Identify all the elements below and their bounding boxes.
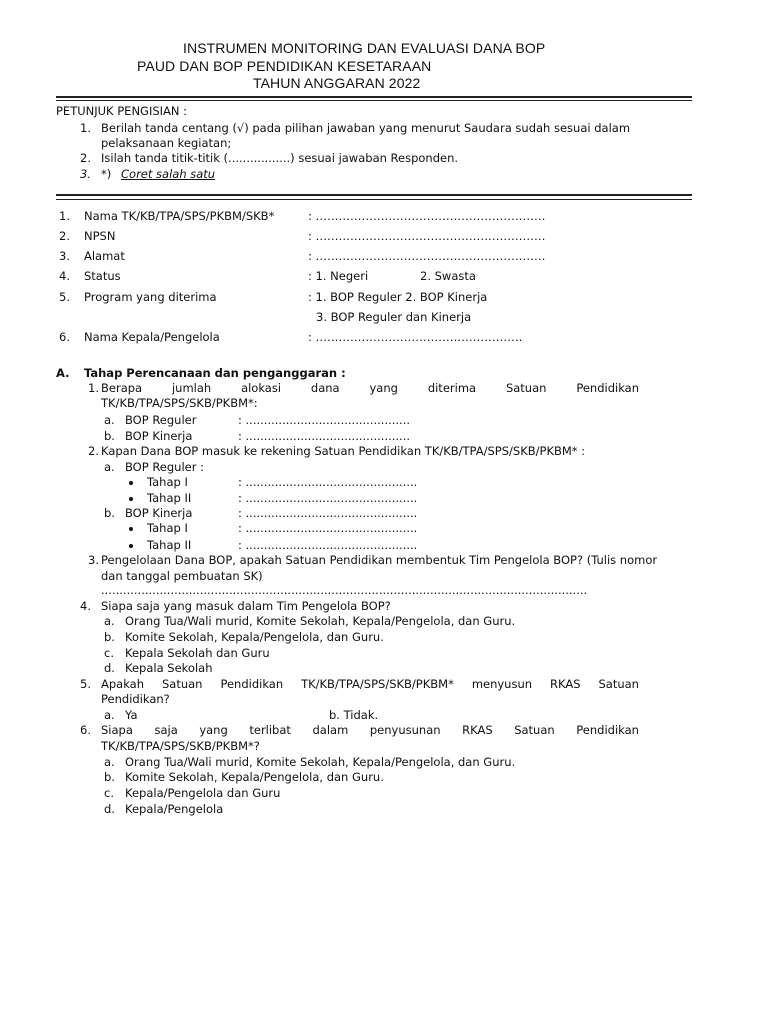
field-4-option-2[interactable]: 2. Swasta: [420, 269, 476, 283]
field-5-label: Program yang diterima: [84, 290, 217, 304]
q2-option-a-letter: a.: [104, 460, 115, 474]
q4-text: Siapa saja yang masuk dalam Tim Pengelola BOP?: [101, 599, 391, 613]
instructions-rule-thin: [56, 199, 692, 200]
q6-word: Siapa: [101, 723, 133, 737]
q6-word: Satuan: [514, 723, 555, 737]
bullet-icon: [129, 497, 133, 501]
q4-option-b[interactable]: Komite Sekolah, Kepala/Pengelola, dan Guru.: [125, 630, 384, 644]
q6-word: Pendidikan: [576, 723, 639, 737]
q6-option-d[interactable]: Kepala/Pengelola: [125, 802, 224, 816]
q3-number: 3.: [88, 553, 99, 567]
q1-option-a-value[interactable]: : .............................................: [238, 413, 411, 427]
q2-option-a-label: BOP Reguler :: [125, 460, 204, 474]
q4-number: 4.: [80, 599, 91, 613]
q5-text: [101, 677, 639, 691]
q2-text: Kapan Dana BOP masuk ke rekening Satuan Pendidikan TK/KB/TPA/SPS/SKB/PKBM* :: [101, 444, 586, 458]
instructions-title: PETUNJUK PENGISIAN :: [56, 104, 188, 118]
q2-b-tahap-1-value[interactable]: : ...............................................: [238, 521, 418, 535]
q6-option-d-letter: d.: [104, 802, 115, 816]
q1-word: Satuan: [505, 381, 547, 395]
field-6-value[interactable]: : ………………………………………………: [308, 330, 523, 344]
instructions-rule-thick: [56, 194, 692, 196]
q1-word: jumlah: [171, 381, 212, 395]
q5-word: Satuan: [598, 677, 639, 691]
bullet-icon: [129, 544, 133, 548]
field-3-value[interactable]: : ……………………………………………………: [308, 249, 546, 263]
q3-text-cont: dan tanggal pembuatan SK): [101, 569, 263, 583]
instruction-2-number: 2.: [80, 151, 91, 165]
q5-word: Pendidikan: [220, 677, 284, 691]
instruction-1-number: 1.: [80, 121, 91, 135]
q6-option-a-letter: a.: [104, 755, 115, 769]
q5-word: RKAS: [550, 677, 581, 691]
q1-option-a-label: BOP Reguler: [125, 413, 197, 427]
q6-word: RKAS: [462, 723, 493, 737]
q1-word: dana: [310, 381, 340, 395]
field-4-option-1[interactable]: : 1. Negeri: [308, 269, 369, 283]
q1-word: Pendidikan: [576, 381, 639, 395]
q6-option-c[interactable]: Kepala/Pengelola dan Guru: [125, 786, 281, 800]
q2-b-tahap-1-label: Tahap I: [147, 521, 188, 535]
q2-a-tahap-2-value[interactable]: : ...............................................: [238, 491, 418, 505]
field-2-label: NPSN: [84, 229, 116, 243]
q5-word: menyusun: [471, 677, 533, 691]
q6-text: [101, 723, 639, 737]
instruction-2-text: Isilah tanda titik-titik (.................) sesuai jawaban Responden.: [101, 151, 459, 165]
q5-word: Satuan: [161, 677, 203, 691]
field-1-number: 1.: [59, 209, 70, 223]
q1-option-a-letter: a.: [104, 413, 115, 427]
q6-number: 6.: [80, 723, 91, 737]
header-rule-thin: [56, 100, 692, 101]
q6-option-c-letter: c.: [104, 786, 114, 800]
q6-word: penyusunan: [369, 723, 441, 737]
q1-word: yang: [369, 381, 398, 395]
q1-word: diterima: [427, 381, 477, 395]
q4-option-a-letter: a.: [104, 614, 115, 628]
q1-option-b-value[interactable]: : .............................................: [238, 429, 411, 443]
bullet-icon: [129, 527, 133, 531]
q4-option-b-letter: b.: [104, 630, 115, 644]
q3-text: Pengelolaan Dana BOP, apakah Satuan Pendidikan membentuk Tim Pengelola BOP? (Tulis nomor: [101, 553, 658, 567]
q6-word: dalam: [312, 723, 349, 737]
q1-text: [101, 381, 639, 395]
title-line-1: INSTRUMEN MONITORING DAN EVALUASI DANA BOP: [183, 40, 546, 56]
field-4-label: Status: [84, 269, 121, 283]
q6-option-b-letter: b.: [104, 770, 115, 784]
q6-word: saja: [154, 723, 178, 737]
field-2-number: 2.: [59, 229, 70, 243]
q2-option-b-label: BOP Kinerja: [125, 506, 193, 520]
q4-option-d[interactable]: Kepala Sekolah: [125, 661, 213, 675]
q1-number: 1.: [88, 381, 99, 395]
field-1-value[interactable]: : ……………………………………………………: [308, 209, 546, 223]
q1-option-b-label: BOP Kinerja: [125, 429, 193, 443]
q5-option-a[interactable]: Ya: [125, 708, 138, 722]
section-a-title: Tahap Perencanaan dan penganggaran :: [84, 366, 346, 380]
section-a-letter: A.: [56, 366, 70, 380]
q5-option-a-letter: a.: [104, 708, 115, 722]
q4-option-a[interactable]: Orang Tua/Wali murid, Komite Sekolah, Kepala/Pengelola, dan Guru.: [125, 614, 516, 628]
q6-text-cont: TK/KB/TPA/SPS/SKB/PKBM*?: [101, 739, 260, 753]
field-5-number: 5.: [59, 290, 70, 304]
q1-text-cont: TK/KB/TPA/SPS/SKB/PKBM*:: [101, 396, 258, 410]
q2-b-tahap-2-label: Tahap II: [147, 538, 192, 552]
instruction-1-text: Berilah tanda centang (√) pada pilihan jawaban yang menurut Saudara sudah sesuai dalam: [101, 121, 631, 135]
q2-number: 2.: [88, 444, 99, 458]
q4-option-d-letter: d.: [104, 661, 115, 675]
field-6-label: Nama Kepala/Pengelola: [84, 330, 220, 344]
q5-word: Apakah: [101, 677, 145, 691]
field-6-number: 6.: [59, 330, 70, 344]
q4-option-c-letter: c.: [104, 646, 114, 660]
field-3-label: Alamat: [84, 249, 125, 263]
bullet-icon: [129, 481, 133, 485]
instruction-3-number: 3.: [80, 167, 91, 181]
title-line-3: TAHUN ANGGARAN 2022: [253, 75, 421, 91]
field-3-number: 3.: [59, 249, 70, 263]
q2-a-tahap-1-value[interactable]: : ...............................................: [238, 475, 418, 489]
field-2-value[interactable]: : ……………………………………………………: [308, 229, 546, 243]
q6-option-a[interactable]: Orang Tua/Wali murid, Komite Sekolah, Kepala/Pengelola, dan Guru.: [125, 755, 516, 769]
q2-a-tahap-2-label: Tahap II: [147, 491, 192, 505]
q5-number: 5.: [80, 677, 91, 691]
field-5-options[interactable]: : 1. BOP Reguler 2. BOP Kinerja: [308, 290, 488, 304]
instruction-3-prefix: *): [101, 167, 112, 181]
q5-option-b[interactable]: b. Tidak.: [329, 708, 379, 722]
instruction-3-text: Coret salah satu: [121, 167, 216, 181]
field-5-option-3[interactable]: 3. BOP Reguler dan Kinerja: [316, 310, 472, 324]
q2-b-tahap-2-value[interactable]: : ...............................................: [238, 538, 418, 552]
instruction-1-text-cont: pelaksanaan kegiatan;: [101, 136, 232, 150]
q5-word: TK/KB/TPA/SPS/SKB/PKBM*: [301, 677, 454, 691]
q2-a-tahap-1-label: Tahap I: [147, 475, 188, 489]
q3-answer-line[interactable]: .....................................................................................................................................: [101, 583, 588, 597]
q6-word: terlibat: [249, 723, 291, 737]
q6-option-b[interactable]: Komite Sekolah, Kepala/Pengelola, dan Guru.: [125, 770, 384, 784]
field-1-label: Nama TK/KB/TPA/SPS/PKBM/SKB*: [84, 209, 275, 223]
field-4-number: 4.: [59, 269, 70, 283]
q4-option-c[interactable]: Kepala Sekolah dan Guru: [125, 646, 270, 660]
q1-word: alokasi: [241, 381, 282, 395]
q6-word: yang: [199, 723, 228, 737]
q2-option-b-value[interactable]: : ...............................................: [238, 506, 418, 520]
q2-option-b-letter: b.: [104, 506, 115, 520]
title-line-2: PAUD DAN BOP PENDIDIKAN KESETARAAN: [137, 58, 432, 74]
header-rule-thick: [56, 96, 692, 98]
q1-word: Berapa: [101, 381, 143, 395]
q1-option-b-letter: b.: [104, 429, 115, 443]
q5-text-cont: Pendidikan?: [101, 692, 170, 706]
